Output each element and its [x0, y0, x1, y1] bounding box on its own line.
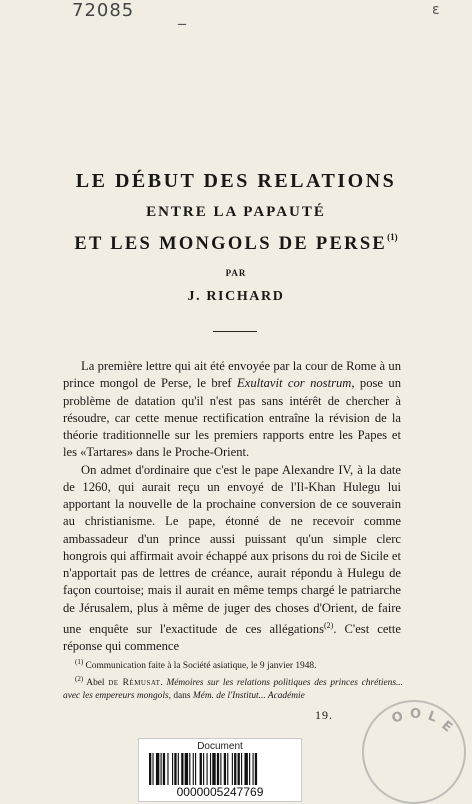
footnote-2	[63, 673, 403, 703]
title-line-1: LE DÉBUT DES RELATIONS	[75, 170, 397, 192]
paragraph-2	[63, 462, 401, 656]
barcode-number: 0000005247769	[176, 785, 264, 799]
footnote-1-marker: (1)	[75, 658, 84, 666]
footnote-2-italic-source: Mém. de l'Institut... Académie	[192, 691, 305, 702]
library-stamp	[362, 700, 466, 804]
footnote-2-marker: (2)	[75, 675, 84, 684]
barcode-bars	[149, 753, 291, 785]
barcode-label-title: Document	[197, 741, 243, 752]
barcode-label	[138, 738, 302, 802]
page-number: 19.	[315, 708, 333, 722]
stamp-letter: O	[389, 708, 408, 727]
paragraph-2-text-b: . C'est cette réponse qui commence	[63, 621, 401, 654]
title-line-2: ENTRE LA PAPAUTÉ	[146, 204, 326, 220]
paragraph-1	[63, 358, 401, 462]
title-footnote-marker: (1)	[387, 232, 398, 242]
stamp-letter: E	[438, 718, 457, 737]
stamp-letter: L	[425, 708, 441, 727]
paragraph-2-text-a: On admet d'ordinaire que c'est le pape Alexandre IV, à la date de 1260, qui aurait reçu un envoyé de l'Il-Khan Hulegu lui apportant la nouvelle de la prochaine conversion de ce souverain au christianisme. Le pape, étonné de ne recevoir comme ambassadeur d'un prince aussi puissant qu'un simple clerc hongrois qui affirmait avoir échappé aux prisons du roi de Sicile et n'apportait pas de lettres de créance, aurait répondu à Hulegu de façon courtoise; mais il aurait en même temps chargé le patriarche de Jérusalem, plus à même de juger des choses d'Orient, de faire une enquête sur l'exactitude de ces allégations	[63, 462, 401, 636]
separator-rule	[213, 331, 257, 332]
handwritten-reference: 72085	[72, 0, 135, 21]
paragraph-1-text-a: La première lettre qui ait été envoyée par la cour de Rome à un prince mongol de Perse, le bref	[63, 359, 401, 391]
footnote-2-italic-title: Mémoires sur les relations politiques des princes chrétiens... avec les empereurs mongols,	[63, 678, 403, 702]
title-line-3	[0, 232, 472, 255]
footnote-1-text: Communication faite à la Société asiatique, le 9 janvier 1948.	[83, 661, 317, 672]
footnote-2-text-c: dans	[170, 691, 193, 702]
corner-mark: ɛ	[432, 2, 440, 18]
paragraph-1-italic: Exultavit cor nostrum,	[237, 376, 355, 391]
title-line-3-text: ET LES MONGOLS DE PERSE	[74, 234, 388, 254]
paragraph-2-footnote-marker: (2)	[324, 620, 334, 630]
footnote-2-text-b: .	[160, 678, 167, 689]
footnotes	[63, 656, 403, 703]
footnote-2-text-a: Abel	[83, 678, 109, 689]
byline-par: PAR	[225, 268, 247, 278]
author-name: J. RICHARD	[187, 289, 285, 304]
body-text	[63, 358, 401, 655]
handwritten-dash: _	[178, 6, 186, 25]
stamp-letter: O	[410, 707, 424, 722]
paragraph-1-text-b: pose un problème de datation qu'il n'est pas sans intérêt de chercher à résoudre, car cette menue rectification entraîne la révision de la théorie traditionnelle sur les premiers rapports entre les Papes et les «Tartares» dans le Proche-Orient.	[63, 376, 401, 460]
footnote-1	[63, 656, 403, 673]
footnote-2-author: de Rémusat	[108, 678, 161, 689]
